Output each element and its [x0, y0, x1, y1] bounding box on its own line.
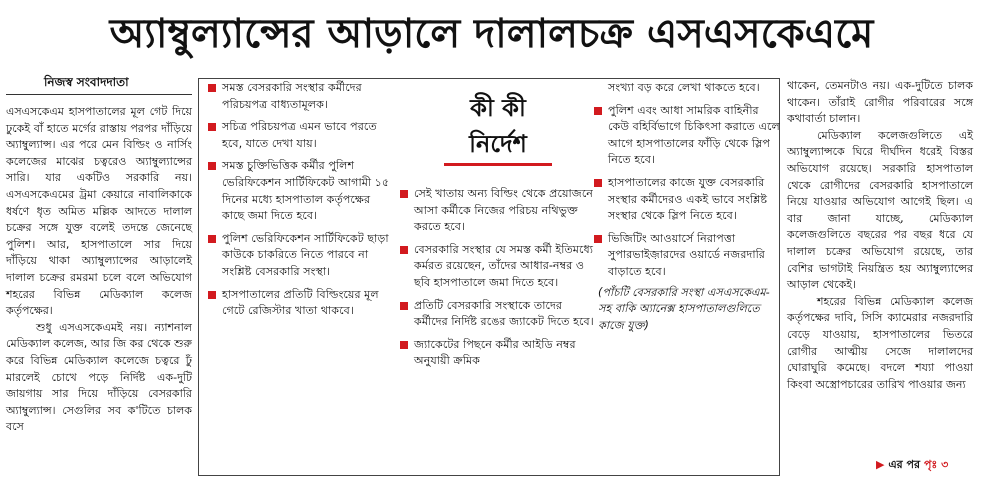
triangle-right-icon: ▶ [876, 458, 885, 471]
directive-item: হাসপাতালের কাজে যুক্ত বেসরকারি সংস্থার কর্মীদেরও একই ভাবে সংশ্লিষ্ট সংস্থার থেকে স্লিপ নিতে হবে। [592, 175, 782, 225]
right-column [787, 78, 973, 393]
left-paragraph-2: শুধু এসএসকেএমই নয়। ন্যাশনাল মেডিক্যাল কলেজ, আর জি কর থেকে শুরু করে বিভিন্ন মেডিক্যাল কলেজে চত্বরে ঢুঁ মারলেই চোখে পড়ে নির্দিষ্ট এক-দুটি জায়গায় সার দিয়ে দাঁড়িয়ে বেসরকারি অ্যাম্বুল্যান্স। সেগুলির সব ক'টিতে চালক বসে [6, 320, 192, 434]
directive-item: হাসপাতালের প্রতিটি বিল্ডিংয়ের মূল গেটে রেজিস্টার খাতা থাকবে। [206, 287, 392, 320]
right-paragraph-2: মেডিক্যাল কলেজগুলিতে এই অ্যাম্বুল্যান্সকে ঘিরে দীর্ঘদিন ধরেই বিস্তর অভিযোগ রয়েছে। সরকারি হাসপাতাল থেকে রোগীদের বেসরকারি হাসপাতালে নিয়ে যাওয়ার অভিযোগ আগেই ছিল। এ বার জানা যাচ্ছে, মেডিক্যাল কলেজগুলিতে বছরের পর বছর ধরে যে দালাল চক্রের অভিযোগ রয়েছে, তার বেশির ভাগটাই নিয়ন্ত্রিত হয় অ্যাম্বুল্যান্সের আড়াল থেকেই। [787, 128, 973, 292]
right-paragraph-1: থাকেন, তেমনটাও নয়। এক-দুটিতে চালক থাকেন। তাঁরাই রোগীর পরিবারের সঙ্গে কথাবার্তা চালান। [787, 79, 973, 126]
directives-column-a [206, 80, 392, 326]
bullet-square-icon [400, 190, 408, 198]
directives-title-line2: নির্দেশ [469, 130, 527, 158]
directives-column-c [592, 80, 782, 334]
bullet-square-icon [208, 84, 216, 92]
left-paragraph-1: এসএসকেএম হাসপাতালের মূল গেট দিয়ে ঢুকেই বাঁ হাতে মর্গের রাস্তায় পরপর দাঁড়িয়ে অ্যাম্বুল্যান্স। এর পরে মেন বিল্ডিং ও নার্সিং কলেজের মাঝের চত্বরেও অ্যাম্বুল্যান্সের সারি। যার একটিও সরকারি নয়। এসএসকেএমের ট্রমা কেয়ারে নাবালিকাকে ধর্ষণে ধৃত অমিত মল্লিক আদতে দালাল চক্রের সঙ্গে যুক্ত বলেই তদন্তে জেনেছে পুলিশ। আর, হাসপাতালে সার দিয়ে দাঁড়িয়ে থাকা অ্যাম্বুল্যান্সের আড়ালেই দালাল চক্রের রমরমা চলে বলে অভিযোগ শহরের বিভিন্ন মেডিক্যাল কলেজ কর্তৃপক্ষের। [6, 105, 192, 318]
bullet-square-icon [400, 341, 408, 349]
directives-column-b [398, 186, 598, 376]
bullet-square-icon [400, 246, 408, 254]
directive-item: বেসরকারি সংস্থার যে সমস্ত কর্মী ইতিমধ্যে কর্মরত রয়েছেন, তাঁদের আধার-নম্বর ও ছবি হাসপাতালে জমা দিতে হবে। [398, 242, 598, 292]
directive-item: সমস্ত বেসরকারি সংস্থার কর্মীদের পরিচয়পত্র বাধ্যতামূলক। [206, 80, 392, 113]
title-underline [444, 163, 552, 166]
left-column [6, 104, 192, 436]
bullet-square-icon [594, 179, 602, 187]
bullet-square-icon [208, 162, 216, 170]
directive-item: সচিত্র পরিচয়পত্র এমন ভাবে পরতে হবে, যাতে দেখা যায়। [206, 119, 392, 152]
bullet-square-icon [594, 107, 602, 115]
directives-title [436, 90, 560, 162]
directive-continuation: সংখ্যা বড় করে লেখা থাকতে হবে। [608, 81, 760, 94]
directive-item: ভিজিটিং আওয়ার্সে নিরাপত্তা সুপারভাইজ়ারদের ওয়ার্ডে নজরদারি বাড়াতে হবে। [592, 231, 782, 281]
directive-item: সমস্ত চুক্তিভিত্তিক কর্মীর পুলিশ ভেরিফিকেশন সার্টিফিকেট আগামী ১৫ দিনের মধ্যে হাসপাতাল কর্তৃপক্ষের কাছে জমা দিতে হবে। [206, 158, 392, 224]
directives-note: (পাঁচটি বেসরকারি সংস্থা এসএসকেএম-সহ বাকি অ্যানেক্স হাসপাতালগুলিতে কাজে যুক্ত) [598, 285, 770, 332]
directives-title-line1: কী কী [470, 94, 526, 122]
bullet-square-icon [208, 123, 216, 131]
directive-item: পুলিশ ভেরিফিকেশন সার্টিফিকেট ছাড়া কাউকে চাকরিতে নিতে পারবে না সংশ্লিষ্ট বেসরকারি সংস্থা। [206, 231, 392, 281]
byline: নিজস্ব সংবাদদাতা [44, 75, 129, 89]
headline: অ্যাম্বুল্যান্সের আড়ালে দালালচক্র এসএসকেএমে [109, 11, 874, 57]
directive-item: সেই খাতায় অন্য বিল্ডিং থেকে প্রয়োজনে আসা কর্মীকে নিজের পরিচয় নথিভুক্ত করতে হবে। [398, 186, 598, 236]
byline-divider [6, 94, 192, 95]
directive-item: প্রতিটি বেসরকারি সংস্থাকে তাদের কর্মীদের নির্দিষ্ট রঙের জ্যাকেট দিতে হবে। [398, 298, 598, 331]
bullet-square-icon [208, 291, 216, 299]
continued-prefix: এর পর [888, 458, 921, 471]
continued-page: পৃঃ ৩ [923, 458, 949, 471]
bullet-square-icon [400, 302, 408, 310]
right-paragraph-3: শহরের বিভিন্ন মেডিক্যাল কলেজ কর্তৃপক্ষের দাবি, সিসি ক্যামেরার নজরদারি বেড়ে যাওয়ায়, হাসপাতালের ভিতরে রোগীর আত্মীয় সেজে দালালদের ঘোরাঘুরি কমেছে। বদলে শয্যা পাওয়া কিংবা অস্ত্রোপচারের তারিখ পাওয়ার জন্য [787, 294, 973, 391]
continued-on-footer [876, 456, 948, 475]
bullet-square-icon [208, 235, 216, 243]
bullet-square-icon [594, 235, 602, 243]
directive-item: জ্যাকেটের পিছনে কর্মীর আইডি নম্বর অনুযায়ী ক্রমিক [398, 337, 598, 370]
directive-item: পুলিশ এবং আধা সামরিক বাহিনীর কেউ বহির্বিভাগে চিকিৎসা করাতে এলে আগে হাসপাতালের ফাঁড়ি থেকে স্লিপ নিতে হবে। [592, 103, 782, 169]
